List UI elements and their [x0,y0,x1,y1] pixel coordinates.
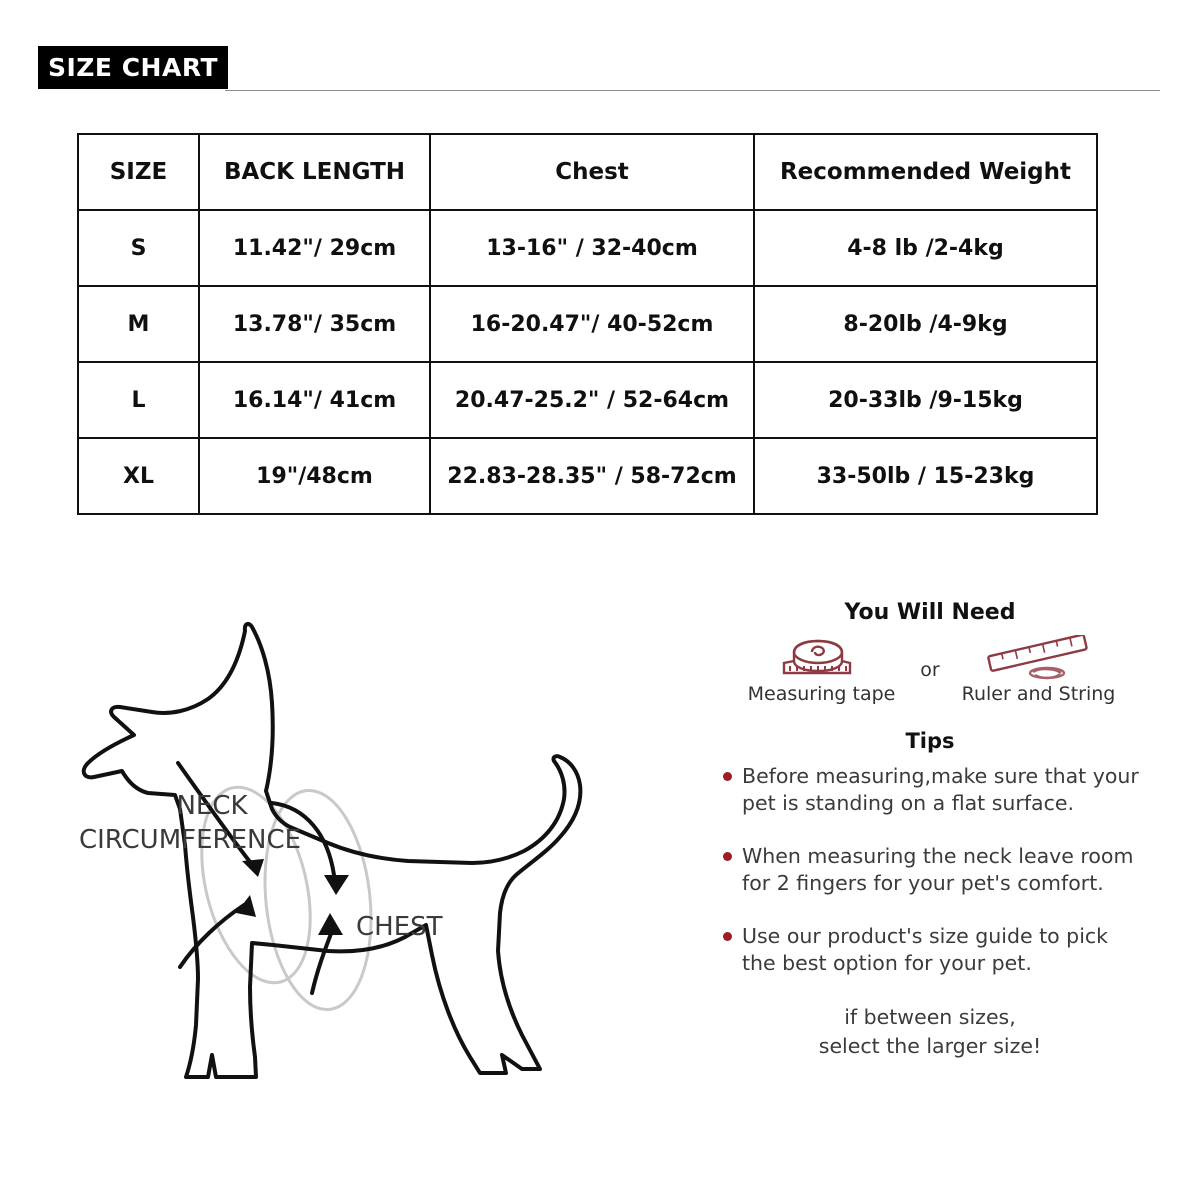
cell-back-length: 13.78"/ 35cm [199,286,430,362]
cell-size: L [78,362,199,438]
tools-and-tips-panel [720,600,1140,1061]
dog-measurement-diagram [60,595,700,1155]
size-chart-table [77,133,1098,515]
cell-weight: 4-8 lb /2-4kg [754,210,1097,286]
cell-weight: 8-20lb /4-9kg [754,286,1097,362]
table-row [78,438,1097,514]
ruler-and-string-label: Ruler and String [961,683,1116,705]
table-row [78,286,1097,362]
tip-bullet-icon [723,852,732,861]
closing-note-line2: select the larger size! [818,1033,1042,1058]
tools-or-separator: or [920,659,940,681]
cell-back-length: 19"/48cm [199,438,430,514]
tips-title: Tips [905,729,955,753]
measuring-tape-icon-wrap [774,633,870,681]
tip-item [720,923,1140,977]
cell-size: S [78,210,199,286]
column-header-size: SIZE [78,134,199,210]
ruler-and-string-icon-wrap [979,633,1099,681]
column-header-back-length: BACK LENGTH [199,134,430,210]
column-header-chest: Chest [430,134,754,210]
you-will-need-title: You Will Need [844,600,1016,625]
tip-text: Before measuring,make sure that your pet is standing on a flat surface. [742,764,1139,816]
chest-label: CHEST [356,912,443,942]
closing-note [720,1003,1140,1060]
table-row [78,362,1097,438]
cell-back-length: 11.42"/ 29cm [199,210,430,286]
ruler-and-string-icon [979,635,1099,681]
tool-measuring-tape [739,633,904,705]
neck-label-line1: NECK [176,791,248,821]
closing-note-line1: if between sizes, [844,1005,1016,1030]
measuring-tape-icon [774,637,870,681]
cell-chest: 22.83-28.35" / 58-72cm [430,438,754,514]
tip-text: Use our product's size guide to pick the best option for your pet. [742,924,1109,976]
cell-chest: 16-20.47"/ 40-52cm [430,286,754,362]
cell-weight: 33-50lb / 15-23kg [754,438,1097,514]
tip-text: When measuring the neck leave room for 2 fingers for your pet's comfort. [742,844,1134,896]
chest-arrow-lower-curve [312,931,332,993]
measuring-guide-section [0,580,1200,1200]
tip-bullet-icon [723,932,732,941]
cell-weight: 20-33lb /9-15kg [754,362,1097,438]
neck-arrow-head-down [242,859,264,877]
cell-chest: 20.47-25.2" / 52-64cm [430,362,754,438]
tools-row [720,633,1140,705]
cell-back-length: 16.14"/ 41cm [199,362,430,438]
cell-size: M [78,286,199,362]
cell-chest: 13-16" / 32-40cm [430,210,754,286]
cell-size: XL [78,438,199,514]
size-chart-title-badge [38,46,228,89]
chest-arrow-head-down [324,875,349,895]
table-row [78,210,1097,286]
neck-label-line2: CIRCUMFERENCE [78,825,302,855]
table-header-row [78,134,1097,210]
tool-ruler-and-string [956,633,1121,705]
page-header [0,0,1200,115]
column-header-weight: Recommended Weight [754,134,1097,210]
tip-item [720,763,1140,817]
chest-loop-ellipse [255,785,381,1015]
tip-bullet-icon [723,772,732,781]
size-chart-title-text: SIZE CHART [47,53,218,82]
header-divider-line [225,90,1160,91]
tip-item [720,843,1140,897]
chest-arrow-head-up [318,913,343,935]
measuring-tape-label: Measuring tape [747,683,896,705]
